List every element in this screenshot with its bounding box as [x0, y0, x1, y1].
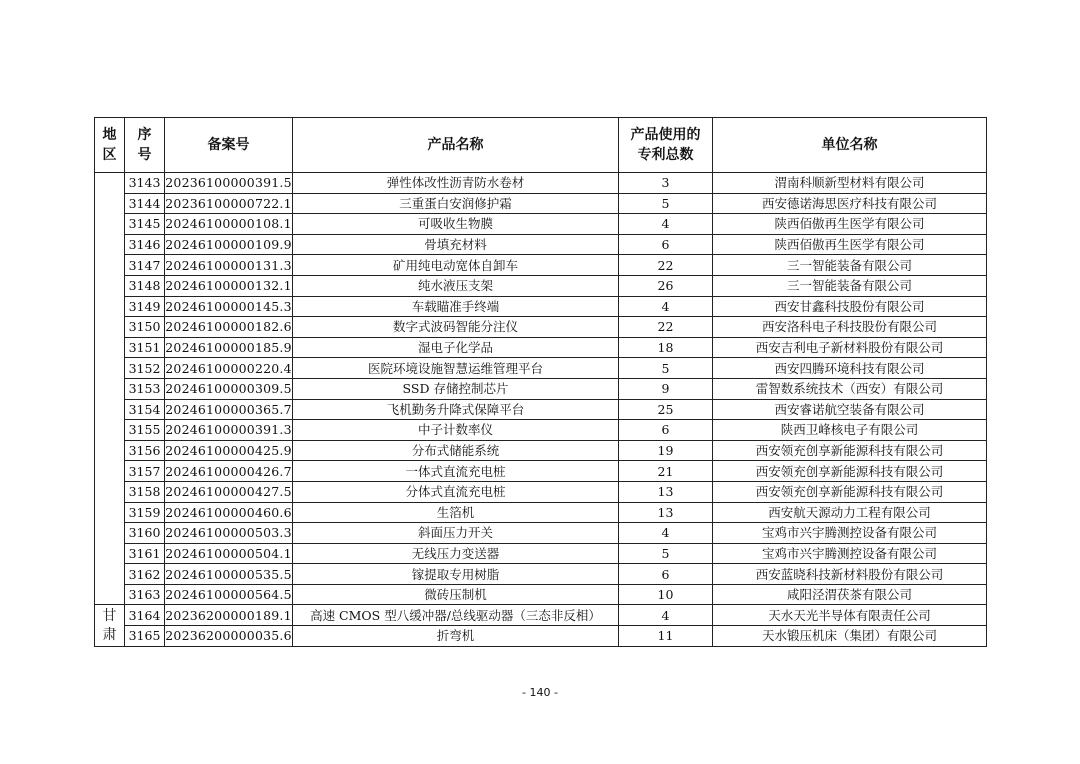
company-cell: 陕西卫峰核电子有限公司: [713, 420, 987, 441]
product-name-cell: 斜面压力开关: [293, 523, 619, 544]
table-row: [95, 214, 987, 235]
header-company: 单位名称: [713, 118, 987, 173]
table-row: [95, 626, 987, 647]
seq-cell: 3160: [125, 523, 165, 544]
seq-cell: 3164: [125, 605, 165, 626]
product-name-cell: 镓提取专用树脂: [293, 564, 619, 585]
filing-no-cell: 20236200000035.6: [165, 626, 293, 647]
company-cell: 宝鸡市兴宇腾测控设备有限公司: [713, 543, 987, 564]
product-name-cell: 分体式直流充电桩: [293, 481, 619, 502]
seq-cell: 3156: [125, 440, 165, 461]
filing-no-cell: 20246100000504.1: [165, 543, 293, 564]
table-row: [95, 502, 987, 523]
product-name-cell: 可吸收生物膜: [293, 214, 619, 235]
patent-count-cell: 18: [619, 337, 713, 358]
company-cell: 渭南科顺新型材料有限公司: [713, 173, 987, 194]
product-name-cell: 折弯机: [293, 626, 619, 647]
filing-no-cell: 20246100000427.5: [165, 481, 293, 502]
patent-count-cell: 26: [619, 275, 713, 296]
table-row: [95, 564, 987, 585]
region-cell: [95, 173, 125, 605]
table-row: [95, 605, 987, 626]
company-cell: 陕西佰傲再生医学有限公司: [713, 214, 987, 235]
filing-no-cell: 20246100000426.7: [165, 461, 293, 482]
region-cell: 甘 肃: [95, 605, 125, 646]
table-row: [95, 234, 987, 255]
filing-no-cell: 20246100000108.1: [165, 214, 293, 235]
page-number: - 140 -: [522, 686, 558, 699]
filing-no-cell: 20246100000503.3: [165, 523, 293, 544]
company-cell: 西安睿诺航空装备有限公司: [713, 399, 987, 420]
patent-count-cell: 4: [619, 214, 713, 235]
company-cell: 三一智能装备有限公司: [713, 255, 987, 276]
product-name-cell: 车载瞄准手终端: [293, 296, 619, 317]
company-cell: 西安领充创享新能源科技有限公司: [713, 440, 987, 461]
patent-count-cell: 11: [619, 626, 713, 647]
table-row: [95, 523, 987, 544]
seq-cell: 3151: [125, 337, 165, 358]
product-name-cell: 数字式波码智能分注仪: [293, 317, 619, 338]
patent-count-cell: 6: [619, 420, 713, 441]
header-filing-no: 备案号: [165, 118, 293, 173]
header-seq: 序 号: [125, 118, 165, 173]
filing-no-cell: 20246100000535.5: [165, 564, 293, 585]
filing-no-cell: 20236100000391.5: [165, 173, 293, 194]
patent-count-cell: 13: [619, 481, 713, 502]
table-row: [95, 173, 987, 194]
seq-cell: 3144: [125, 193, 165, 214]
filing-no-cell: 20246100000132.1: [165, 275, 293, 296]
product-name-cell: 弹性体改性沥青防水卷材: [293, 173, 619, 194]
seq-cell: 3143: [125, 173, 165, 194]
patent-count-cell: 3: [619, 173, 713, 194]
table-row: [95, 358, 987, 379]
table-row: [95, 275, 987, 296]
company-cell: 西安四腾环境科技有限公司: [713, 358, 987, 379]
table-row: [95, 420, 987, 441]
seq-cell: 3152: [125, 358, 165, 379]
product-name-cell: 生箔机: [293, 502, 619, 523]
company-cell: 宝鸡市兴宇腾测控设备有限公司: [713, 523, 987, 544]
record-table: [94, 117, 987, 647]
header-row: [95, 118, 987, 173]
company-cell: 天水锻压机床（集团）有限公司: [713, 626, 987, 647]
header-patent-count: 产品使用的 专利总数: [619, 118, 713, 173]
company-cell: 西安洛科电子科技股份有限公司: [713, 317, 987, 338]
seq-cell: 3163: [125, 584, 165, 605]
seq-cell: 3150: [125, 317, 165, 338]
seq-cell: 3165: [125, 626, 165, 647]
product-name-cell: 高速 CMOS 型八缓冲器/总线驱动器（三态非反相）: [293, 605, 619, 626]
product-name-cell: 中子计数率仪: [293, 420, 619, 441]
filing-no-cell: 20246100000220.4: [165, 358, 293, 379]
filing-no-cell: 20236200000189.1: [165, 605, 293, 626]
filing-no-cell: 20246100000460.6: [165, 502, 293, 523]
patent-count-cell: 6: [619, 564, 713, 585]
product-name-cell: 骨填充材料: [293, 234, 619, 255]
patent-count-cell: 4: [619, 296, 713, 317]
filing-no-cell: 20246100000425.9: [165, 440, 293, 461]
table-row: [95, 378, 987, 399]
product-name-cell: 矿用纯电动宽体自卸车: [293, 255, 619, 276]
seq-cell: 3155: [125, 420, 165, 441]
patent-count-cell: 5: [619, 358, 713, 379]
table-row: [95, 584, 987, 605]
product-name-cell: 分布式储能系统: [293, 440, 619, 461]
product-name-cell: 微砖压制机: [293, 584, 619, 605]
product-name-cell: SSD 存储控制芯片: [293, 378, 619, 399]
patent-count-cell: 10: [619, 584, 713, 605]
seq-cell: 3162: [125, 564, 165, 585]
table-row: [95, 337, 987, 358]
patent-count-cell: 22: [619, 255, 713, 276]
table-body: [95, 173, 987, 647]
product-name-cell: 医院环境设施智慧运维管理平台: [293, 358, 619, 379]
patent-count-cell: 4: [619, 605, 713, 626]
patent-count-cell: 4: [619, 523, 713, 544]
product-name-cell: 飞机勤务升降式保障平台: [293, 399, 619, 420]
seq-cell: 3146: [125, 234, 165, 255]
seq-cell: 3149: [125, 296, 165, 317]
seq-cell: 3157: [125, 461, 165, 482]
seq-cell: 3159: [125, 502, 165, 523]
product-name-cell: 湿电子化学品: [293, 337, 619, 358]
patent-count-cell: 5: [619, 193, 713, 214]
company-cell: 西安吉利电子新材料股份有限公司: [713, 337, 987, 358]
patent-count-cell: 21: [619, 461, 713, 482]
company-cell: 西安德诺海思医疗科技有限公司: [713, 193, 987, 214]
table-row: [95, 481, 987, 502]
company-cell: 陕西佰傲再生医学有限公司: [713, 234, 987, 255]
seq-cell: 3145: [125, 214, 165, 235]
seq-cell: 3147: [125, 255, 165, 276]
seq-cell: 3158: [125, 481, 165, 502]
product-name-cell: 三重蛋白安润修护霜: [293, 193, 619, 214]
company-cell: 咸阳泾渭茯茶有限公司: [713, 584, 987, 605]
seq-cell: 3153: [125, 378, 165, 399]
filing-no-cell: 20236100000722.1: [165, 193, 293, 214]
product-name-cell: 纯水液压支架: [293, 275, 619, 296]
company-cell: 西安蓝晓科技新材料股份有限公司: [713, 564, 987, 585]
filing-no-cell: 20246100000185.9: [165, 337, 293, 358]
filing-no-cell: 20246100000391.3: [165, 420, 293, 441]
company-cell: 天水天光半导体有限责任公司: [713, 605, 987, 626]
filing-no-cell: 20246100000131.3: [165, 255, 293, 276]
company-cell: 西安甘鑫科技股份有限公司: [713, 296, 987, 317]
product-name-cell: 一体式直流充电桩: [293, 461, 619, 482]
table-row: [95, 543, 987, 564]
table-row: [95, 399, 987, 420]
table-row: [95, 461, 987, 482]
seq-cell: 3154: [125, 399, 165, 420]
filing-no-cell: 20246100000564.5: [165, 584, 293, 605]
patent-count-cell: 5: [619, 543, 713, 564]
table-row: [95, 440, 987, 461]
patent-count-cell: 9: [619, 378, 713, 399]
patent-count-cell: 19: [619, 440, 713, 461]
patent-count-cell: 13: [619, 502, 713, 523]
header-region: 地 区: [95, 118, 125, 173]
company-cell: 三一智能装备有限公司: [713, 275, 987, 296]
table-row: [95, 255, 987, 276]
company-cell: 雷智数系统技术（西安）有限公司: [713, 378, 987, 399]
patent-count-cell: 6: [619, 234, 713, 255]
company-cell: 西安领充创享新能源科技有限公司: [713, 481, 987, 502]
product-name-cell: 无线压力变送器: [293, 543, 619, 564]
filing-no-cell: 20246100000109.9: [165, 234, 293, 255]
seq-cell: 3161: [125, 543, 165, 564]
table-row: [95, 317, 987, 338]
filing-no-cell: 20246100000145.3: [165, 296, 293, 317]
filing-no-cell: 20246100000309.5: [165, 378, 293, 399]
seq-cell: 3148: [125, 275, 165, 296]
patent-count-cell: 25: [619, 399, 713, 420]
patent-count-cell: 22: [619, 317, 713, 338]
table-row: [95, 193, 987, 214]
company-cell: 西安领充创享新能源科技有限公司: [713, 461, 987, 482]
company-cell: 西安航天源动力工程有限公司: [713, 502, 987, 523]
header-product-name: 产品名称: [293, 118, 619, 173]
filing-no-cell: 20246100000365.7: [165, 399, 293, 420]
filing-no-cell: 20246100000182.6: [165, 317, 293, 338]
table-row: [95, 296, 987, 317]
